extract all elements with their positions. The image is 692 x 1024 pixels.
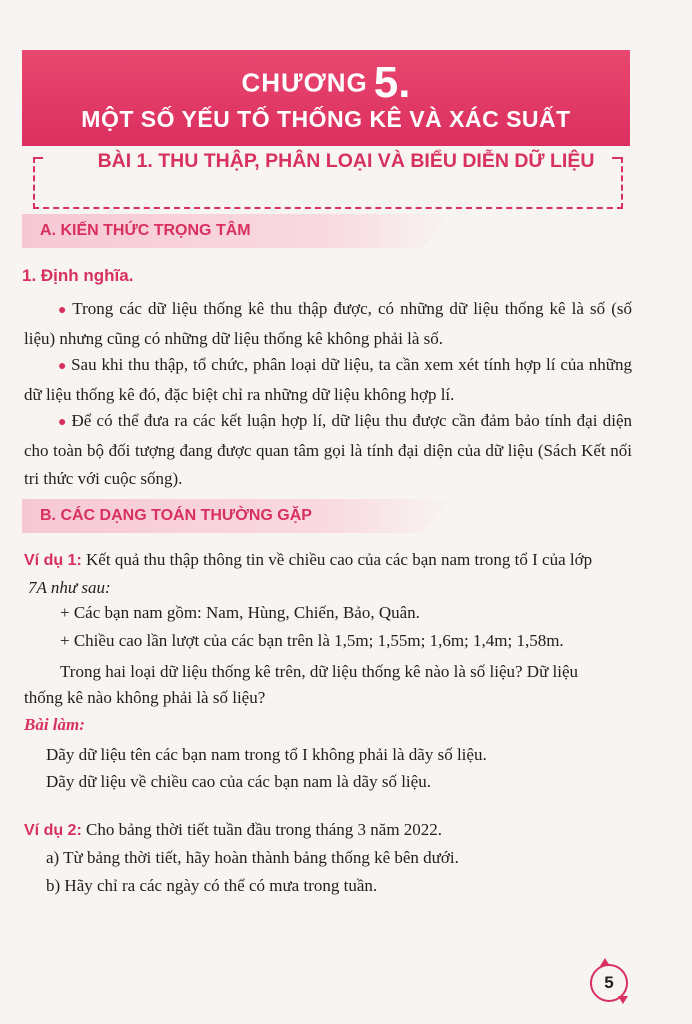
section-b-title: B. CÁC DẠNG TOÁN THƯỜNG GẶP xyxy=(40,507,312,524)
page-number-arrow-icon xyxy=(618,996,628,1004)
definition-bullet-3 xyxy=(24,407,632,493)
definition-bullet-1 xyxy=(24,295,632,353)
lesson-dashed-right-top xyxy=(612,157,623,159)
example1-question1: Trong hai loại dữ liệu thống kê trên, dữ liệu thống kê nào là số liệu? Dữ liệu xyxy=(60,662,579,681)
example2-line1 xyxy=(24,820,442,840)
example1-answer2: Dãy dữ liệu về chiều cao của các bạn nam là dãy số liệu. xyxy=(46,772,431,791)
example1-question2: thống kê nào không phải là số liệu? xyxy=(24,688,266,707)
example2-part-a: a) Từ bảng thời tiết, hãy hoàn thành bảng thống kê bên dưới. xyxy=(46,848,459,867)
example2-part-b: b) Hãy chỉ ra các ngày có thể có mưa trong tuần. xyxy=(46,876,378,895)
example1-solution-label: Bài làm: xyxy=(24,715,85,734)
chapter-title: MỘT SỐ YẾU TỐ THỐNG KÊ VÀ XÁC SUẤT xyxy=(81,106,571,132)
page-number-arrow-icon xyxy=(600,958,610,966)
example2-label: Ví dụ 2: xyxy=(24,822,82,839)
lesson-dashed-left-top xyxy=(33,157,43,159)
bullet-icon: ● xyxy=(58,359,68,374)
bullet-text: Trong các dữ liệu thống kê thu thập được, có những dữ liệu thống kê là số (số liệu) nhưng cũng có những dữ liệu thống kê không phải là số. xyxy=(24,299,632,348)
chapter-number: 5. xyxy=(373,58,411,107)
page-number: 5 xyxy=(590,964,628,1002)
example1-answer1: Dãy dữ liệu tên các bạn nam trong tổ I không phải là dãy số liệu. xyxy=(46,745,487,764)
example1-item1: + Các bạn nam gồm: Nam, Hùng, Chiến, Bảo, Quân. xyxy=(60,603,420,622)
example1-text: Kết quả thu thập thông tin về chiều cao của các bạn nam trong tổ I của lớp xyxy=(81,550,593,569)
chapter-heading xyxy=(22,58,630,108)
example2-text: Cho bảng thời tiết tuần đầu trong tháng 3 năm 2022. xyxy=(81,820,443,839)
section-a-title: A. KIẾN THỨC TRỌNG TÂM xyxy=(40,222,251,239)
lesson-title: BÀI 1. THU THẬP, PHÂN LOẠI VÀ BIỂU DIỄN DỮ LIỆU xyxy=(94,150,599,173)
example1-label: Ví dụ 1: xyxy=(24,552,82,569)
chapter-word: CHƯƠNG xyxy=(241,67,368,98)
example1-line1 xyxy=(24,550,592,570)
definition-bullet-2 xyxy=(24,351,632,409)
bullet-icon: ● xyxy=(58,415,68,430)
example1-item2: + Chiều cao lần lượt của các bạn trên là 1,5m; 1,55m; 1,6m; 1,4m; 1,58m. xyxy=(60,631,564,650)
bullet-icon: ● xyxy=(58,303,69,318)
chapter-banner xyxy=(22,50,630,146)
definition-heading: 1. Định nghĩa. xyxy=(22,266,134,285)
bullet-text: Sau khi thu thập, tổ chức, phân loại dữ liệu, ta cần xem xét tính hợp lí của những dữ liệu thống kê đó, đặc biệt chỉ ra những dữ liệu không hợp lí. xyxy=(24,355,632,404)
bullet-text: Để có thể đưa ra các kết luận hợp lí, dữ liệu thu được cần đảm bảo tính đại diện cho toàn bộ đối tượng đang được quan tâm gọi là tính đại diện của dữ liệu (Sách Kết nối tri thức với cuộc sống). xyxy=(24,411,632,488)
example1-line2: 7A như sau: xyxy=(28,578,111,597)
